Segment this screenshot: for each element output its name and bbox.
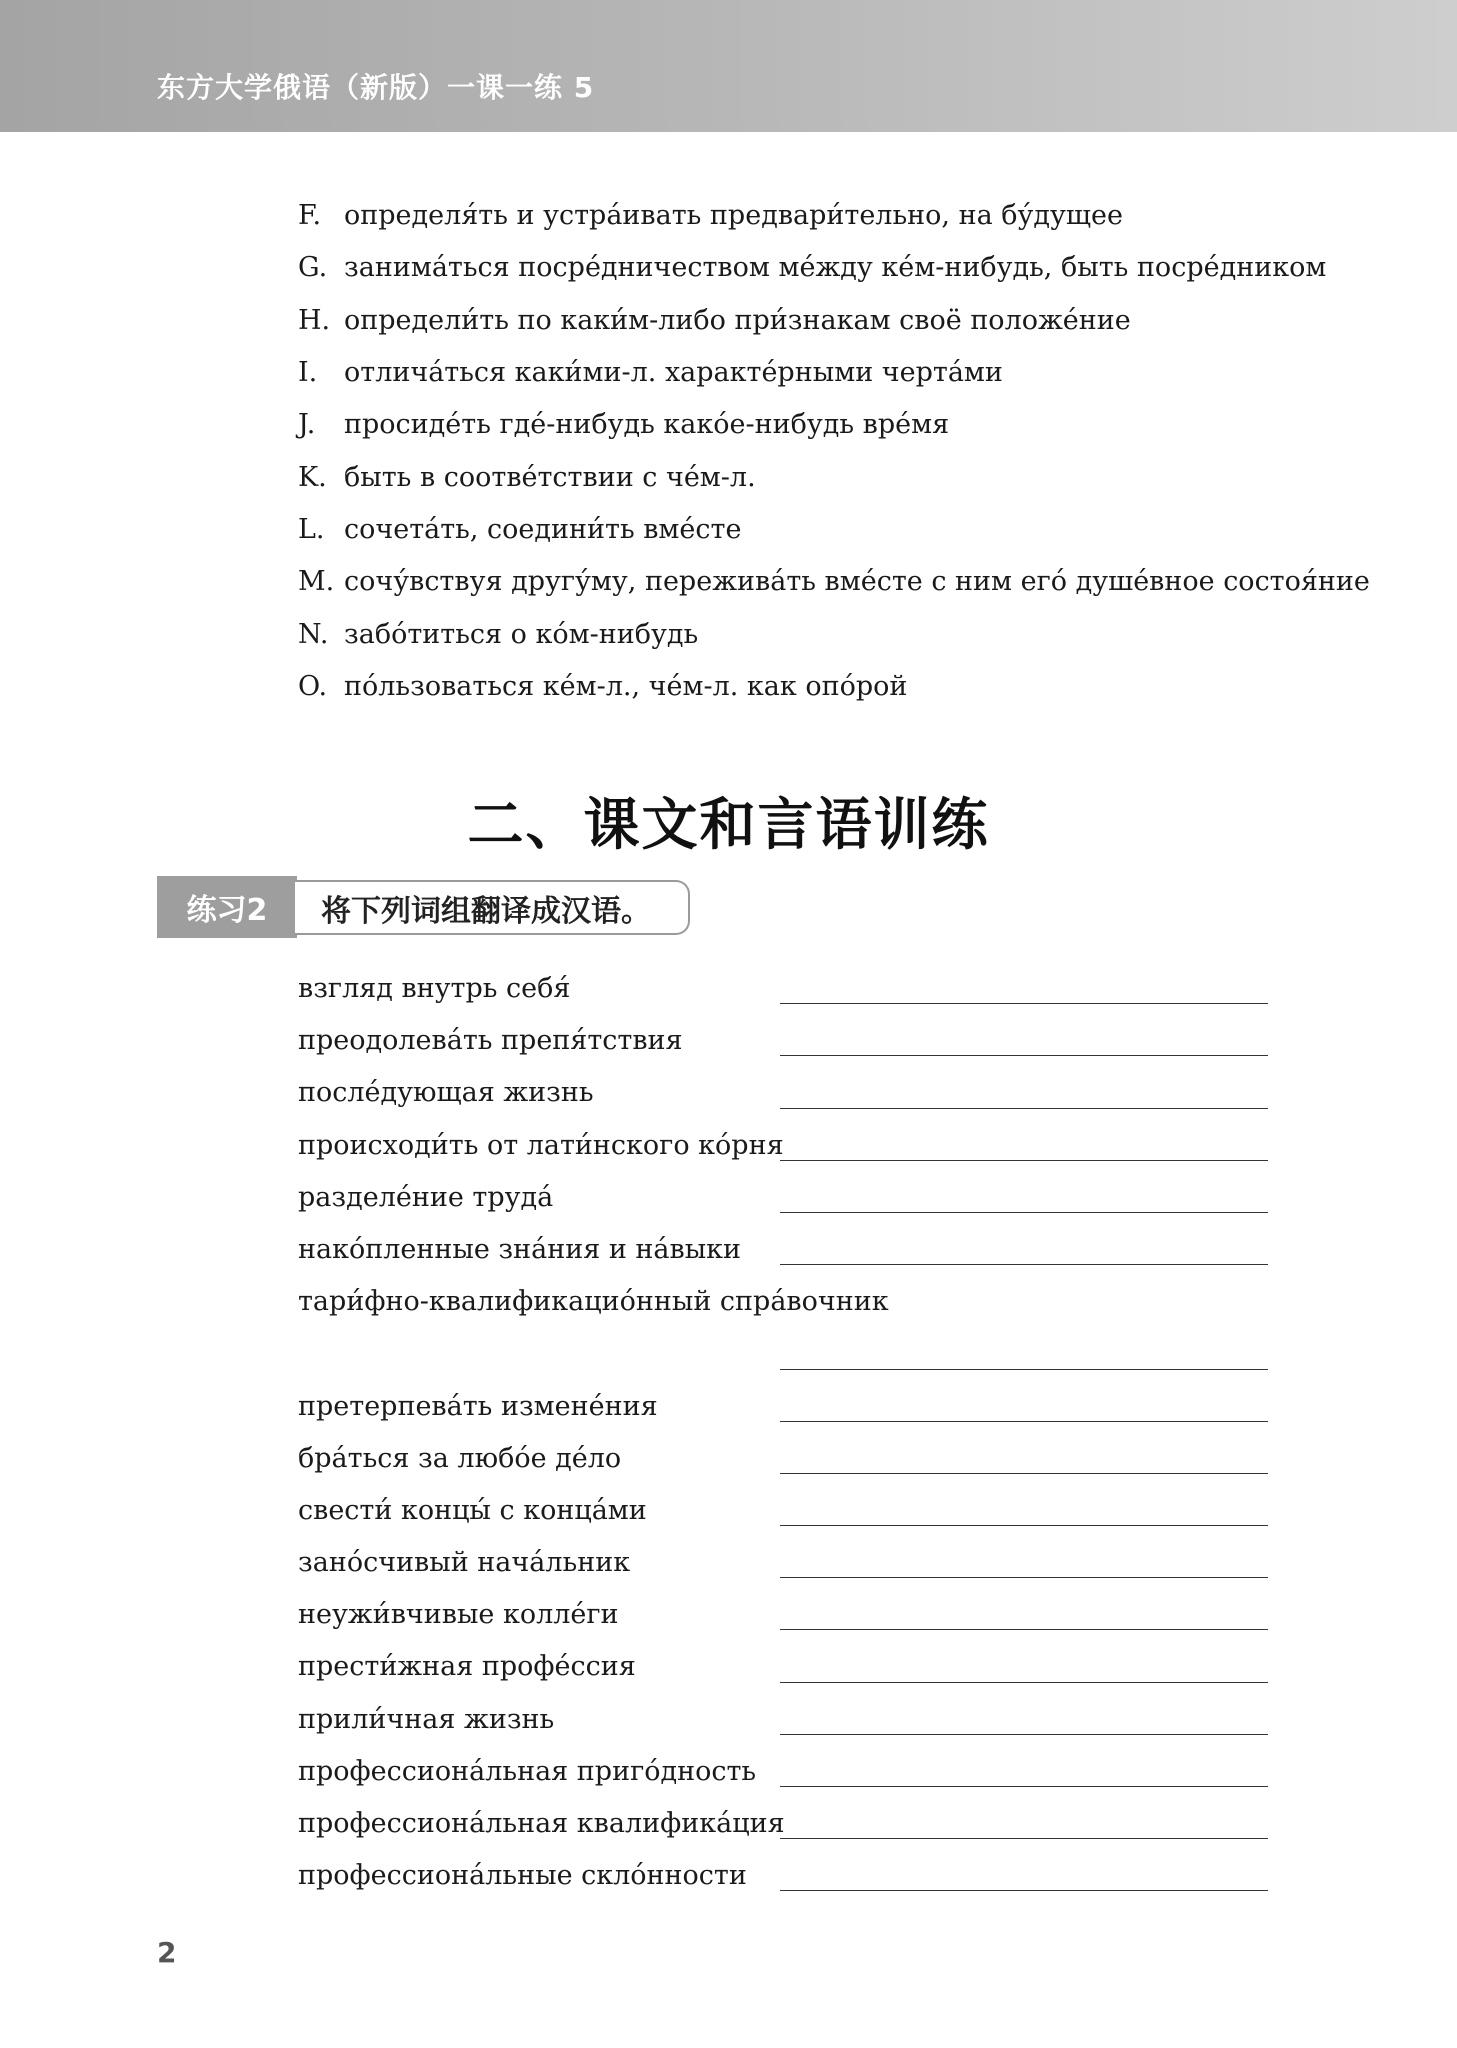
definition-item [298, 556, 1398, 608]
definition-item [298, 661, 1398, 713]
phrase-row [298, 1695, 1298, 1747]
answer-blank-line[interactable] [780, 1525, 1268, 1526]
definition-letter: H. [298, 304, 331, 336]
phrase-row [298, 1016, 1298, 1068]
definition-item [298, 451, 1398, 503]
section-title: 二、课文和言语训练 [467, 792, 990, 858]
definition-letter: M. [298, 566, 335, 598]
phrase-row [298, 1434, 1298, 1486]
answer-blank-line[interactable] [780, 1473, 1268, 1474]
answer-blank-line[interactable] [780, 1055, 1268, 1056]
answer-blank-line[interactable] [780, 1369, 1268, 1370]
answer-blank-line[interactable] [780, 1160, 1268, 1161]
answer-blank-line[interactable] [780, 1682, 1268, 1683]
answer-blank-line[interactable] [780, 1838, 1268, 1839]
answer-blank-line[interactable] [780, 1108, 1268, 1109]
definition-item [298, 399, 1398, 451]
phrase-text: тари́фно-квалификацио́нный спра́вочник [298, 1286, 889, 1318]
phrase-row [298, 1747, 1298, 1799]
answer-blank-line[interactable] [780, 1629, 1268, 1630]
definition-text: определя́ть и устра́ивать предвари́тельно, на бу́дущее [344, 200, 1123, 232]
phrase-text: нако́пленные зна́ния и на́выки [298, 1233, 742, 1265]
definition-item [298, 190, 1398, 242]
answer-blank-line[interactable] [780, 1421, 1268, 1422]
phrase-text: профессиона́льная приго́дность [298, 1755, 757, 1787]
definition-text: быть в соотве́тствии с че́м-л. [344, 461, 756, 493]
definition-letter: K. [298, 461, 327, 493]
page-number: 2 [157, 1936, 177, 1969]
book-title: 东方大学俄语（新版）一课一练 5 [157, 71, 595, 104]
phrase-row [298, 1486, 1298, 1538]
phrase-text: свести́ концы́ с конца́ми [298, 1494, 647, 1526]
phrase-row [298, 1538, 1298, 1590]
answer-blank-line[interactable] [780, 1212, 1268, 1213]
phrase-text: профессиона́льная квалифика́ция [298, 1808, 785, 1840]
phrase-text: происходи́ть от лати́нского ко́рня [298, 1129, 784, 1161]
definition-text: занима́ться посре́дничеством ме́жду ке́м-нибудь, быть посре́дником [344, 252, 1327, 284]
phrase-text: бра́ться за любо́е де́ло [298, 1442, 622, 1474]
phrase-row [298, 1068, 1298, 1120]
header-bar [0, 0, 1457, 132]
answer-blank-line[interactable] [780, 1003, 1268, 1004]
definition-item [298, 347, 1398, 399]
definition-letter: L. [298, 513, 325, 545]
phrase-text: неужи́вчивые колле́ги [298, 1599, 619, 1631]
phrase-text: претерпева́ть измене́ния [298, 1390, 658, 1422]
phrase-row [298, 1121, 1298, 1173]
phrase-text: профессиона́льные скло́нности [298, 1860, 747, 1892]
definition-text: сочу́вствуя другу́му, пережива́ть вме́сте с ним его́ душе́вное состоя́ние [344, 566, 1370, 598]
definition-letter: F. [298, 200, 322, 232]
definition-letter: N. [298, 618, 329, 650]
phrase-row [298, 1382, 1298, 1434]
definition-item [298, 608, 1398, 660]
definition-list [298, 190, 1398, 713]
phrase-row [298, 1277, 1298, 1381]
phrase-row [298, 1173, 1298, 1225]
answer-blank-line[interactable] [780, 1734, 1268, 1735]
definition-letter: J. [298, 409, 316, 441]
phrase-text: преодолева́ть препя́тствия [298, 1025, 683, 1057]
definition-text: забо́титься о ко́м-нибудь [344, 618, 699, 650]
definition-text: по́льзоваться ке́м-л., че́м-л. как опо́рой [344, 670, 908, 702]
definition-text: отлича́ться каки́ми-л. характе́рными черта́ми [344, 357, 1003, 389]
answer-blank-line[interactable] [780, 1786, 1268, 1787]
phrase-text: разделе́ние труда́ [298, 1181, 554, 1213]
definition-text: просиде́ть где́-нибудь како́е-нибудь вре́мя [344, 409, 950, 441]
phrase-row [298, 964, 1298, 1016]
phrase-row [298, 1590, 1298, 1642]
phrase-row [298, 1225, 1298, 1277]
phrase-text: после́дующая жизнь [298, 1077, 594, 1109]
phrase-row [298, 1799, 1298, 1851]
definition-text: определи́ть по каки́м-либо при́знакам своё положе́ние [344, 304, 1131, 336]
definition-item [298, 504, 1398, 556]
phrase-text: взгляд внутрь себя́ [298, 973, 571, 1004]
answer-blank-line[interactable] [780, 1577, 1268, 1578]
definition-letter: I. [298, 357, 318, 389]
definition-item [298, 295, 1398, 347]
phrase-row [298, 1642, 1298, 1694]
phrase-text: прести́жная профе́ссия [298, 1651, 636, 1683]
phrase-list [298, 964, 1298, 1903]
definition-item [298, 242, 1398, 294]
answer-blank-line[interactable] [780, 1890, 1268, 1891]
phrase-row [298, 1851, 1298, 1903]
exercise-label: 练习2 [157, 876, 297, 938]
phrase-text: зано́счивый нача́льник [298, 1547, 631, 1579]
answer-blank-line[interactable] [780, 1264, 1268, 1265]
definition-letter: G. [298, 252, 328, 284]
phrase-text: прили́чная жизнь [298, 1703, 555, 1735]
definition-letter: O. [298, 670, 328, 702]
definition-text: сочета́ть, соедини́ть вме́сте [344, 513, 742, 545]
exercise-instruction: 将下列词组翻译成汉语。 [295, 880, 690, 935]
